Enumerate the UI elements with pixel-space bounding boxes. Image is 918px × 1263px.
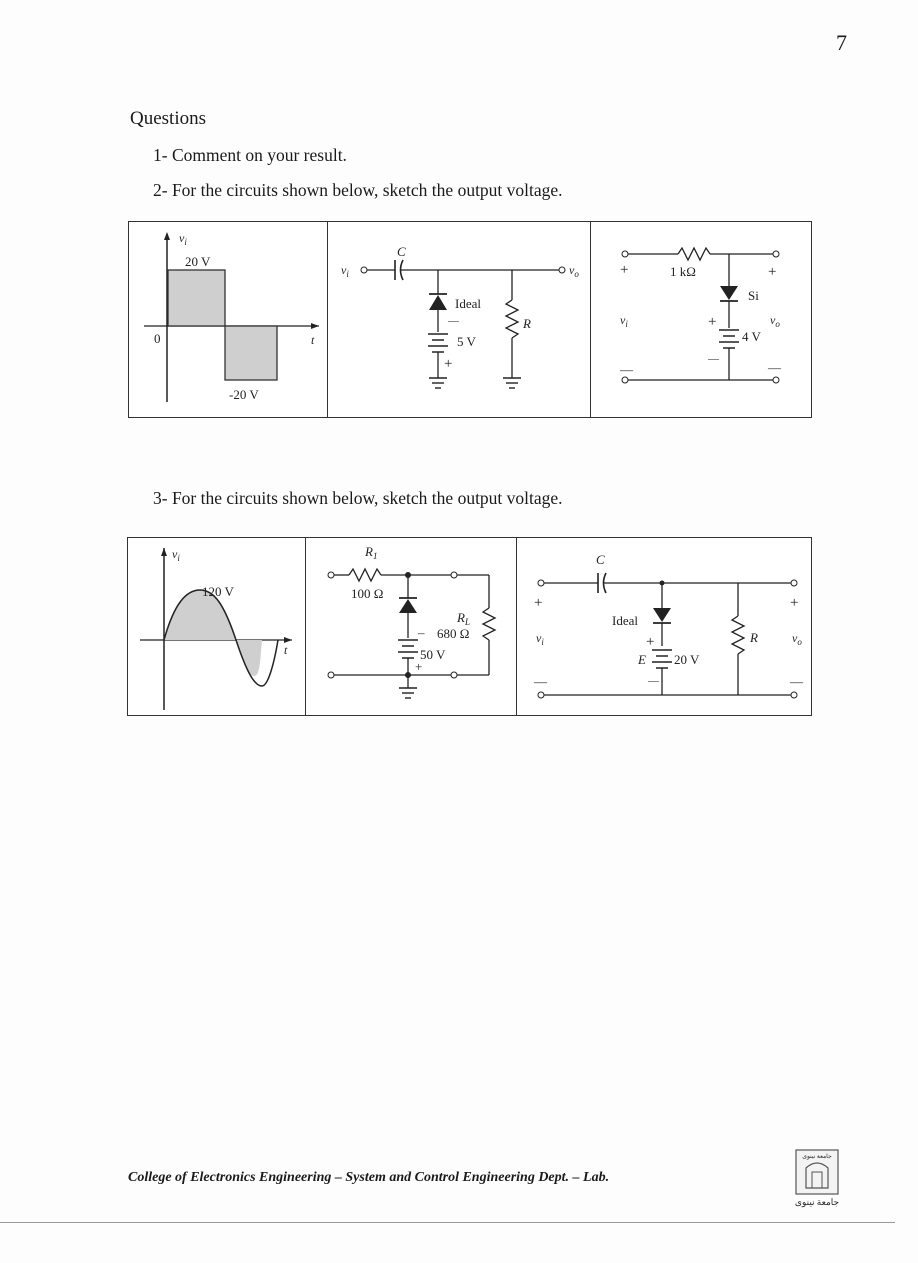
svg-text:680 Ω: 680 Ω [437, 626, 470, 641]
ideal-diode-2 [653, 608, 671, 622]
svg-text:E: E [638, 652, 646, 667]
positive-level: 20 V [185, 254, 211, 269]
svg-text:50 V: 50 V [420, 647, 446, 662]
bottom-rule [0, 1222, 895, 1223]
svg-text:—: — [534, 674, 547, 689]
svg-text:—: — [448, 315, 459, 327]
svg-text:—: — [620, 362, 633, 377]
questions-heading: Questions [130, 108, 206, 129]
resistor-r-2 [732, 616, 744, 654]
rl-clipper-diagram [305, 538, 516, 715]
negative-portion-shaded [236, 640, 262, 676]
svg-text:vo: $v_o$ [569, 263, 579, 279]
svg-text:t: t [284, 643, 288, 657]
logo-emblem [790, 1148, 844, 1208]
question-1: 1- Comment on your result. [153, 145, 347, 165]
diode-up [399, 599, 417, 613]
clamper-circuit-diagram [327, 222, 590, 417]
svg-text:20 V: 20 V [674, 652, 700, 667]
footer-text: College of Electronics Engineering – System and Control Engineering Dept. – Lab. [128, 1170, 610, 1185]
svg-text:100 Ω: 100 Ω [351, 586, 384, 601]
svg-text:vi: $v_i$ [341, 263, 349, 279]
svg-text:+: + [444, 356, 453, 372]
resistor-r [506, 300, 518, 338]
svg-text:4 V: 4 V [742, 329, 761, 344]
question-3: 3- For the circuits shown below, sketch the output voltage. [153, 488, 563, 508]
sine-wave-graph [128, 538, 305, 715]
svg-text:+: + [620, 262, 629, 278]
svg-text:—: — [708, 353, 719, 365]
svg-text:vi: $v_i$ [179, 231, 187, 247]
svg-text:vi: $v_i$ [172, 547, 180, 563]
e-clamper-panel [516, 538, 811, 715]
svg-text:Si: Si [748, 288, 759, 303]
clipper-circuit-panel [590, 222, 811, 417]
svg-text:t: t [311, 333, 315, 347]
svg-text:C: C [596, 552, 605, 567]
svg-text:0: 0 [154, 331, 161, 346]
svg-text:Ideal: Ideal [612, 613, 638, 628]
ideal-diode [429, 295, 447, 310]
clamper-circuit-panel [327, 222, 591, 417]
university-logo [790, 1148, 844, 1208]
svg-text:vo: $v_o$ [770, 313, 780, 329]
svg-text:R1: $R_1$ [365, 544, 378, 561]
resistor-rl [483, 608, 495, 640]
negative-level: -20 V [229, 387, 259, 402]
figure-row-q2 [128, 221, 812, 418]
svg-text:vi: $v_i$ [620, 313, 628, 329]
svg-text:R: R [750, 630, 758, 645]
svg-text:R: R [523, 316, 531, 331]
svg-text:RL: $R_L$ [457, 610, 470, 627]
sine-wave-panel [128, 538, 306, 715]
page-number: 7 [836, 30, 847, 55]
svg-text:+: + [708, 314, 717, 330]
svg-text:+: + [534, 595, 543, 611]
logo-caption: جامعة نينوى [794, 1197, 840, 1207]
question-2: 2- For the circuits shown below, sketch the output voltage. [153, 180, 563, 200]
svg-text:—: — [790, 674, 803, 689]
resistor-1k [678, 248, 710, 260]
amplitude-label: 120 V [202, 584, 234, 599]
figure-row-q3 [127, 537, 812, 716]
e-clamper-diagram [516, 538, 811, 715]
svg-text:+: + [790, 595, 799, 611]
svg-text:vi: $v_i$ [536, 631, 544, 647]
svg-text:vo: $v_o$ [792, 631, 802, 647]
clipper-circuit-diagram [590, 222, 811, 417]
svg-text:—: — [768, 360, 781, 375]
resistor-r1 [349, 569, 381, 581]
svg-text:+: + [646, 634, 655, 650]
svg-text:C: C [397, 244, 406, 259]
svg-text:+: + [415, 659, 423, 674]
svg-text:Ideal: Ideal [455, 296, 481, 311]
svg-text:–: – [418, 625, 425, 640]
svg-text:1 kΩ: 1 kΩ [670, 264, 696, 279]
svg-text:5 V: 5 V [457, 334, 476, 349]
negative-pulse [225, 326, 277, 380]
square-wave-graph [129, 222, 327, 417]
svg-text:—: — [648, 675, 659, 687]
logo-top-text: جامعة نينوى [802, 1154, 832, 1160]
positive-pulse [168, 270, 225, 326]
square-wave-panel [129, 222, 328, 417]
si-diode [720, 286, 738, 300]
svg-text:+: + [768, 264, 777, 280]
rl-clipper-panel [305, 538, 517, 715]
